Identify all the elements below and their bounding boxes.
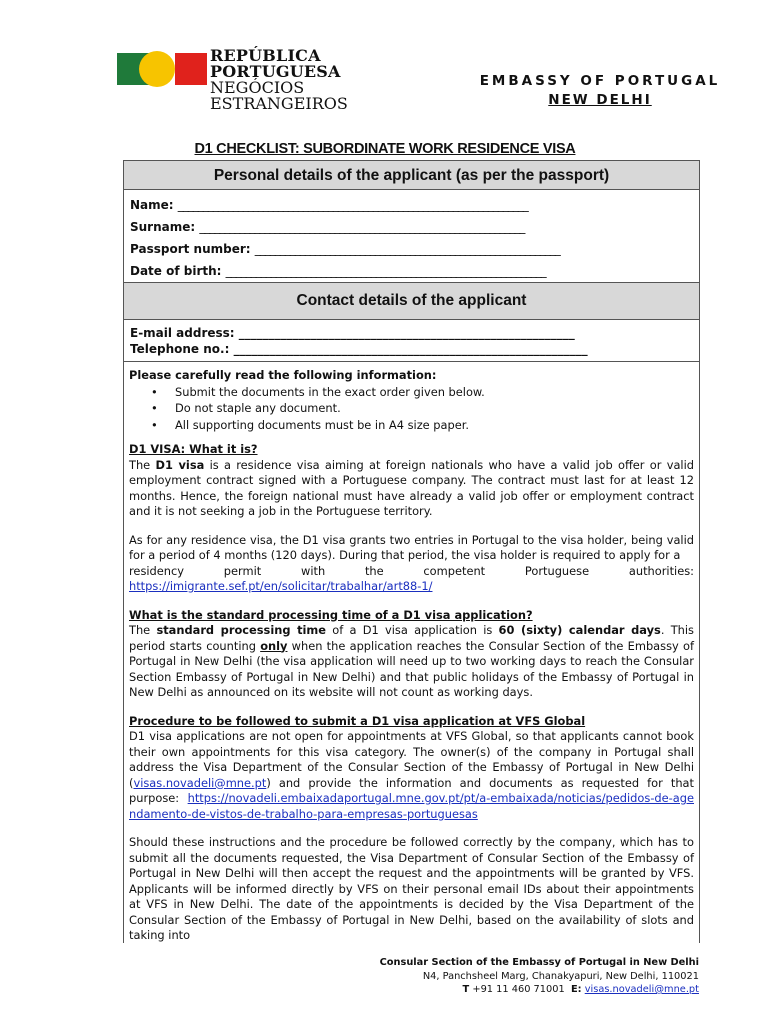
footer-organization: Consular Section of the Embassy of Portugal in New Delhi — [379, 957, 699, 968]
passport-number-line[interactable]: _____________________________________________________________ — [254, 242, 560, 256]
logo-line-3: NEGÓCIOS — [210, 78, 305, 97]
sef-link[interactable]: https://imigrante.sef.pt/en/solicitar/trabalhar/art88-1/ — [129, 579, 433, 593]
surname-field[interactable] — [130, 216, 693, 238]
processing-time-paragraph: The standard processing time of a D1 visa application is 60 (sixty) calendar days. This period starts counting only when the application reaches the Consular Section of the Embassy of Portugal in New Delhi (the visa application will need up to two working days to reach the Consular Section Embassy of Portugal in New Delhi) and that public holidays of the Embassy of Portugal in New Delhi as announced on its website will not count as working days. — [129, 623, 694, 699]
footer-address: N4, Panchsheel Marg, Chanakyapuri, New Delhi, 110021 — [422, 970, 699, 982]
email-label: E-mail address: — [130, 326, 235, 340]
telephone-field[interactable] — [130, 341, 693, 357]
logo-line-2: PORTUGUESA — [210, 62, 341, 81]
name-line[interactable]: ______________________________________________________________________ — [177, 198, 528, 212]
logo-yellow-circle — [139, 51, 175, 87]
procedure-paragraph-1: D1 visa applications are not open for appointments at VFS Global, so that applicants cannot book their own appointments for this visa category. The owner(s) of the company in Portugal shall address the Visa Department of the Consular Section of the Embassy of Portugal in New Delhi (visas.novadeli@mne.pt) and provide the information and documents as requested for that purpose: https://novadeli.embaixadaportugal.mne.gov.pt/pt/a-embaixada/noticias/pedidos-de-agendamento-de-vistos-de-trabalho-para-empresas-portuguesas — [129, 729, 694, 821]
procedure-heading: Procedure to be followed to submit a D1 visa application at VFS Global — [129, 713, 586, 728]
footer-phone: +91 11 460 71001 — [472, 984, 565, 995]
footer-email-link[interactable]: visas.novadeli@mne.pt — [584, 984, 699, 995]
telephone-label: Telephone no.: — [130, 342, 230, 356]
surname-line[interactable]: _________________________________________________________________ — [199, 220, 525, 234]
visa-email-link[interactable]: visas.novadeli@mne.pt — [133, 775, 267, 790]
embassy-header — [395, 73, 770, 108]
contact-details-fields — [124, 320, 699, 362]
date-of-birth-label: Date of birth: — [130, 264, 222, 278]
embassy-name: EMBASSY OF PORTUGAL — [479, 73, 721, 89]
page-title: D1 CHECKLIST: SUBORDINATE WORK RESIDENCE VISA — [194, 141, 576, 157]
page-footer — [380, 956, 699, 997]
d1-visa-heading: D1 VISA: What it is? — [129, 442, 258, 456]
embassy-city: NEW DELHI — [548, 92, 652, 108]
name-field[interactable] — [130, 194, 693, 216]
logo-line-4: ESTRANGEIROS — [210, 94, 348, 113]
processing-time-heading: What is the standard processing time of a D1 visa application? — [129, 607, 533, 622]
name-label: Name: — [130, 198, 174, 212]
footer-contact: T +91 11 460 71001 E: visas.novadeli@mne.pt — [462, 984, 699, 995]
surname-label: Surname: — [130, 220, 196, 234]
email-field[interactable] — [130, 325, 693, 341]
d1-visa-paragraph-2-justified-line: residency permit with the competent Portuguese authorities: — [129, 563, 694, 578]
procedure-paragraph-2: Should these instructions and the procedure be followed correctly by the company, which has to submit all the documents requested, the Visa Department of Consular Section of the Embassy of Portugal in New Delhi will then accept the request and the appointments will be granted by VFS. Applicants will be informed directly by VFS on their personal email IDs about their appointments at VFS in New Delhi. The date of the appointments is decided by the Visa Department of the Consular Section of the Embassy of Portugal in New Delhi, based on the availability of slots and taking into — [129, 835, 694, 942]
logo-line-1: REPÚBLICA — [210, 46, 321, 65]
republica-portuguesa-logo — [117, 48, 357, 118]
embassy-appointments-link[interactable]: https://novadeli.embaixadaportugal.mne.gov.pt/pt/a-embaixada/noticias/pedidos-de-agendamento-de-vistos-de-trabalho-para-empresas-portuguesas — [129, 791, 694, 821]
email-line[interactable]: ________________________________________________________ — [238, 326, 575, 340]
list-item: • Submit the documents in the exact order given below. — [151, 384, 694, 401]
information-body — [124, 362, 699, 943]
logo-text — [210, 48, 348, 112]
list-item: • Do not staple any document. — [151, 400, 694, 417]
personal-details-heading: Personal details of the applicant (as per the passport) — [124, 161, 699, 190]
info-heading: Please carefully read the following information: — [129, 368, 437, 382]
personal-details-fields — [124, 190, 699, 282]
date-of-birth-line[interactable]: ________________________________________________________________ — [225, 264, 546, 278]
d1-visa-paragraph-2: As for any residence visa, the D1 visa grants two entries in Portugal to the visa holder, being valid for a period of 4 months (120 days). During that period, the visa holder is required to apply for a — [129, 532, 694, 562]
passport-number-field[interactable] — [130, 238, 693, 260]
list-item: • All supporting documents must be in A4 size paper. — [151, 417, 694, 434]
d1-visa-paragraph-1: The D1 visa is a residence visa aiming at foreign nationals who have a valid job offer or valid employment contract signed with a Portuguese company. The contract must last for at least 12 months. Hence, the foreign national must have already a valid job offer or employment contract and it is not seeking a job in the Portuguese territory. — [129, 457, 694, 518]
date-of-birth-field[interactable] — [130, 260, 693, 282]
telephone-line[interactable]: ___________________________________________________________ — [233, 342, 588, 356]
info-bullet-list — [129, 384, 694, 434]
contact-details-heading: Contact details of the applicant — [124, 282, 699, 320]
logo-red-square — [175, 53, 207, 85]
passport-number-label: Passport number: — [130, 242, 251, 256]
checklist-form — [123, 160, 700, 943]
